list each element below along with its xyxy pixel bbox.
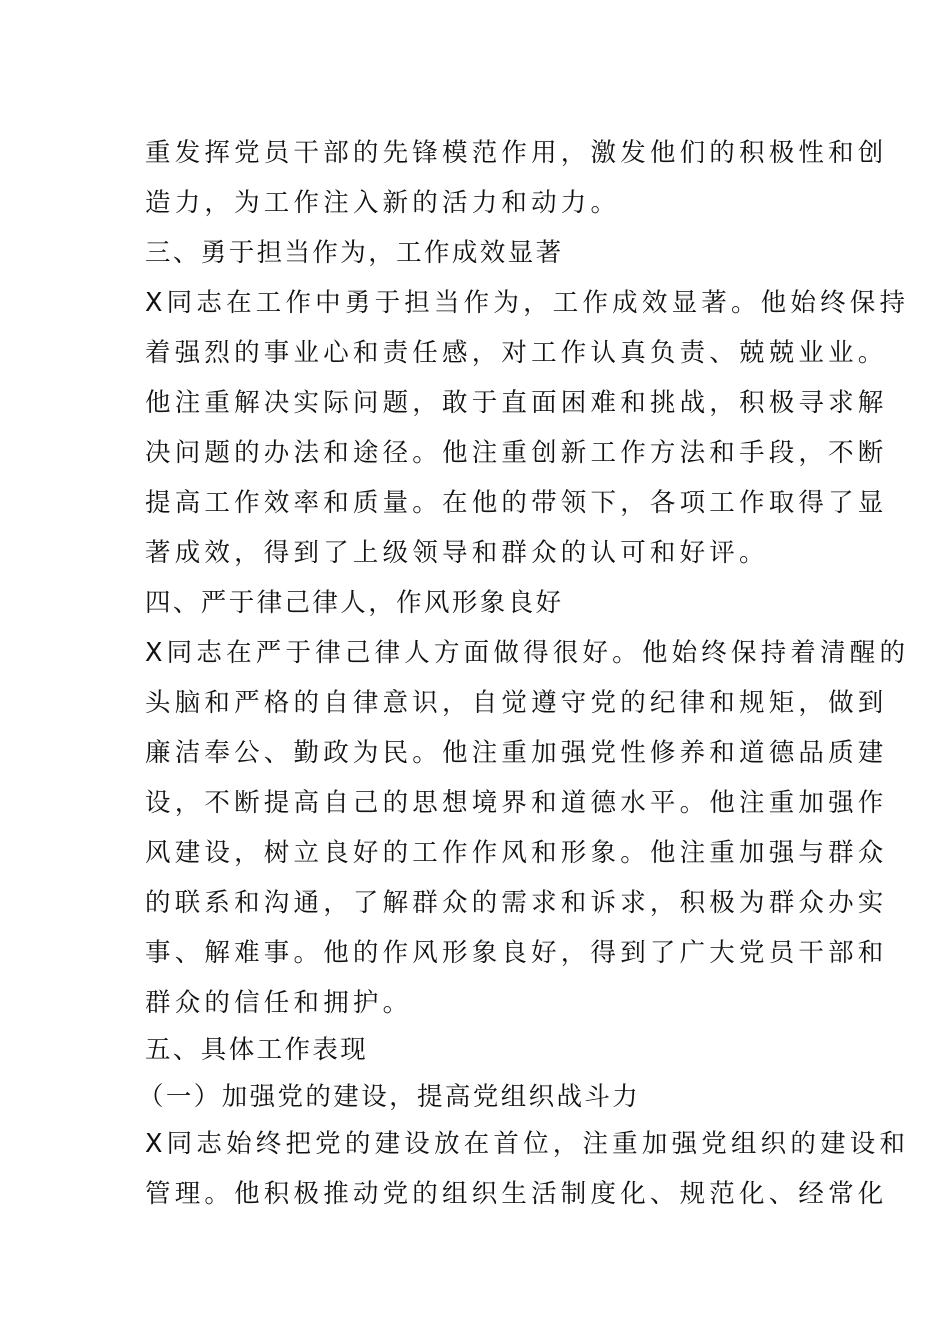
body-line: 着强烈的事业心和责任感，对工作认真负责、兢兢业业。 — [145, 338, 888, 368]
body-line: X同志在严于律己律人方面做得很好。他始终保持着清醒的 — [145, 638, 910, 668]
body-line: 风建设，树立良好的工作作风和形象。他注重加强与群众 — [145, 838, 888, 868]
body-line: 决问题的办法和途径。他注重创新工作方法和手段，不断 — [145, 438, 888, 468]
section-heading-3: 三、勇于担当作为，工作成效显著 — [145, 238, 564, 268]
subsection-heading-1: （一）加强党的建设，提高党组织战斗力 — [138, 1082, 641, 1112]
section-heading-5: 五、具体工作表现 — [145, 1035, 369, 1065]
body-line: 造力，为工作注入新的活力和动力。 — [145, 188, 621, 218]
body-line: 廉洁奉公、勤政为民。他注重加强党性修养和道德品质建 — [145, 738, 888, 768]
body-line: 头脑和严格的自律意识，自觉遵守党的纪律和规矩，做到 — [145, 688, 888, 718]
body-line: 著成效，得到了上级领导和群众的认可和好评。 — [145, 538, 769, 568]
body-line: 事、解难事。他的作风形象良好，得到了广大党员干部和 — [145, 938, 888, 968]
body-line: X同志在工作中勇于担当作为，工作成效显著。他始终保持 — [145, 288, 910, 318]
body-line: 管理。他积极推动党的组织生活制度化、规范化、经常化 — [145, 1179, 888, 1209]
body-line: 设，不断提高自己的思想境界和道德水平。他注重加强作 — [145, 788, 888, 818]
body-line: 的联系和沟通，了解群众的需求和诉求，积极为群众办实 — [145, 888, 888, 918]
body-line: 重发挥党员干部的先锋模范作用，激发他们的积极性和创 — [145, 138, 888, 168]
body-line: X同志始终把党的建设放在首位，注重加强党组织的建设和 — [145, 1129, 910, 1159]
body-line: 他注重解决实际问题，敢于直面困难和挑战，积极寻求解 — [145, 388, 888, 418]
section-heading-4: 四、严于律己律人，作风形象良好 — [145, 588, 564, 618]
body-line: 提高工作效率和质量。在他的带领下，各项工作取得了显 — [145, 488, 888, 518]
body-line: 群众的信任和拥护。 — [145, 988, 413, 1018]
